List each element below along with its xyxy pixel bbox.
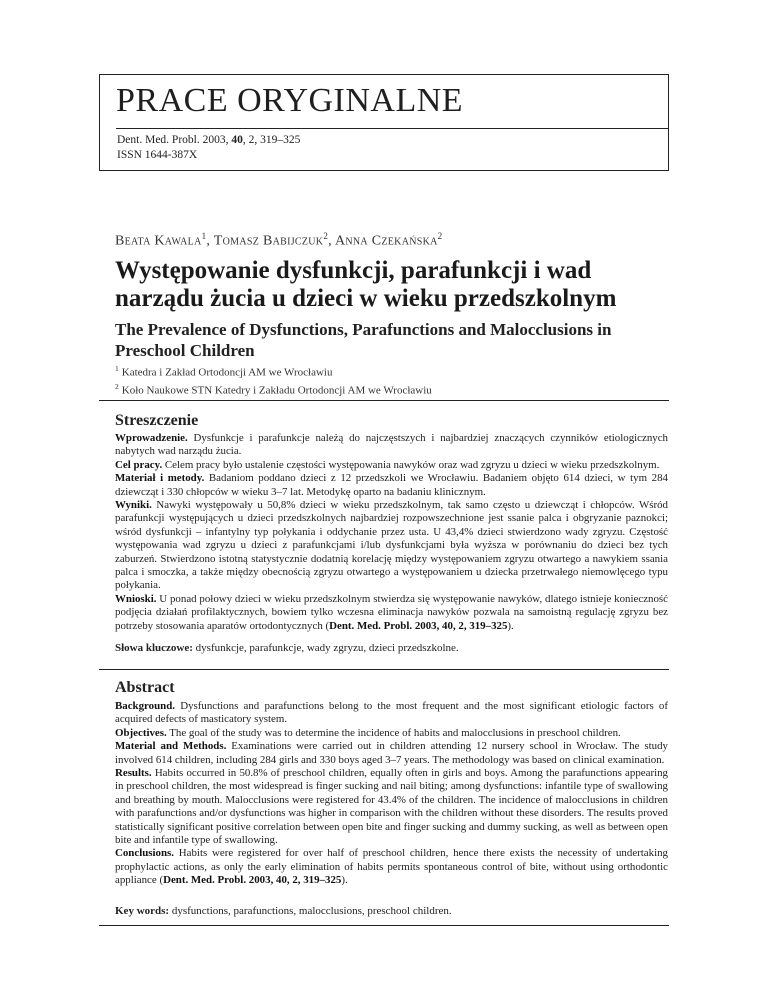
paragraph-tail: ). <box>341 874 348 887</box>
issn: ISSN 1644-387X <box>117 149 198 161</box>
journal-section-title: PRACE ORYGINALNE <box>116 82 464 119</box>
abstract-paragraph <box>115 593 668 633</box>
citation-prefix: Dent. Med. Probl. 2003, <box>117 134 232 146</box>
paragraph-text: Dysfunkcje i parafunkcje należą do najczęstszych i najbardziej znaczących czynników etiologicznych nabytych wad narządu żucia. <box>115 432 668 458</box>
abstract-heading: Abstract <box>115 679 175 696</box>
abstract-paragraph <box>115 459 668 472</box>
keywords-text: dysfunkcje, parafunkcje, wady zgryzu, dzieci przedszkolne. <box>192 642 459 654</box>
affiliation-text: Koło Naukowe STN Katedry i Zakładu Ortodoncji AM we Wrocławiu <box>121 384 432 397</box>
author-list <box>115 231 442 250</box>
keywords-label: Słowa kluczowe: <box>115 642 193 654</box>
streszczenie-body <box>115 432 668 633</box>
paragraph-label: Objectives. <box>115 726 167 739</box>
paragraph-text: Habits were registered for over half of preschool children, hence there exists the necessity of undertaking prophylactic actions, as only the early elimination of habits permits spontaneous control of bite, without using orthodontic appliance ( <box>115 847 668 887</box>
article-title-polish: Występowanie dysfunkcji, parafunkcji i wad narządu żucia u dzieci w wieku przedszkolnym <box>115 257 617 312</box>
affiliation-item <box>115 362 432 380</box>
streszczenie-heading: Streszczenie <box>115 412 199 429</box>
paragraph-label: Background. <box>115 700 176 712</box>
streszczenie-top-rule <box>99 400 669 401</box>
author-affiliation-mark: 2 <box>323 231 329 241</box>
abstract-paragraph <box>115 740 668 767</box>
affiliation-number: 2 <box>115 381 119 391</box>
paragraph-text: Examinations were carried out in children attending 12 nursery school in Wrocław. The study involved 614 children, including 284 girls and 330 boys aged 3–7 years. The methodology was based on clinical examination. <box>115 740 668 766</box>
paragraph-text: Celem pracy było ustalenie częstości występowania nawyków oraz wad zgryzu u dzieci w wieku przedszkolnym. <box>162 458 660 471</box>
citation-suffix: , 2, 319–325 <box>242 134 301 146</box>
author-affiliation-mark: 1 <box>201 231 207 241</box>
author-separator: , <box>206 233 214 249</box>
paragraph-text: Nawyki występowały u 50,8% dzieci w wieku przedszkolnym, tak samo często u dziewcząt i chłopców. Wśród parafunkcji występujących u dzieci przedszkolnych najbardziej rozpowszechnione jest ssanie palca i obgryzanie paznokci; wśród dysfunkcji – infantylny typ połykania i oddychanie przez usta. U 43,4% dzieci stwierdzono wady zgryzu. Częstość występowania wad zgryzu u dzieci z parafunkcjami i/lub dysfunkcjami była wyższa w porównaniu do dzieci bez tych zaburzeń. Stwierdzono istotną statystycznie dodatnią korelację między występowaniem zgryzu otwartego a nawykiem ssania palca i smoczka, a także między obecnością zgryzu otwartego a występowaniem u dziecka przetrwałego niemowlęcego typu połykania. <box>115 499 668 592</box>
abstract-paragraph <box>115 727 668 740</box>
paragraph-tail: ). <box>507 619 514 632</box>
paragraph-label: Materiał i metody. <box>115 472 205 485</box>
abstract-paragraph <box>115 767 668 847</box>
paragraph-label: Wyniki. <box>115 499 152 512</box>
citation-reference: Dent. Med. Probl. 2003, 40, 2, 319–325 <box>163 874 342 887</box>
abstract-top-rule <box>99 669 669 670</box>
abstract-paragraph <box>115 700 668 727</box>
paragraph-label: Cel pracy. <box>115 458 163 471</box>
abstract-paragraph <box>115 847 668 887</box>
paragraph-text: The goal of the study was to determine the incidence of habits and malocclusions in preschool children. <box>166 726 621 739</box>
affiliation-item <box>115 380 432 398</box>
keywords-english <box>115 905 668 917</box>
keywords-text: dysfunctions, parafunctions, malocclusions, preschool children. <box>169 905 452 917</box>
author-name: Anna Czekańska <box>334 233 438 249</box>
paragraph-label: Material and Methods. <box>115 740 227 753</box>
keywords-polish <box>115 642 668 654</box>
header-divider <box>116 128 668 129</box>
author-affiliation-mark: 2 <box>437 231 443 241</box>
affiliation-text: Katedra i Zakład Ortodoncji AM we Wrocławiu <box>121 366 333 379</box>
abstract-paragraph <box>115 499 668 593</box>
paragraph-text: Habits occurred in 50.8% of preschool children, equally often in girls and boys. Among the parafunctions appearing in preschool children, the most widespread is finger sucking and nail biting; among dysfunctions: infantile type of swallowing and breathing by mouth. Malocclusions were registered for 43.4% of the children. The incidence of malocclusions in children with parafunctions and/or dysfunctions was higher in comparison with the children without these disorders. The results proved statistically significant positive correlation between open bite and finger sucking and dummy sucking, as well as between open bite and infantile type of swallowing. <box>115 767 668 847</box>
keywords-label: Key words: <box>115 905 170 917</box>
article-title-english: The Prevalence of Dysfunctions, Parafunctions and Malocclusions in Preschool Children <box>115 320 612 360</box>
abstract-paragraph <box>115 432 668 459</box>
abstract-body <box>115 700 668 888</box>
author-name: Tomasz Babijczuk <box>213 233 324 249</box>
affiliations <box>115 362 432 397</box>
abstract-bottom-rule <box>99 925 669 926</box>
paragraph-text: U ponad połowy dzieci w wieku przedszkolnym stwierdza się występowanie nawyków, dlatego istnieje konieczność podjęcia działań profilaktycznych, bowiem tylko wczesna eliminacja nawyków pozwala na samoistną regulację zgryzu bez potrzeby stosowania aparatów ortodontycznych ( <box>115 592 668 632</box>
paragraph-label: Wnioski. <box>115 592 157 605</box>
citation-volume: 40 <box>231 134 243 146</box>
paragraph-text: Dysfunctions and parafunctions belong to the most frequent and the most significant etiologic factors of acquired defects of masticatory system. <box>115 700 668 726</box>
paragraph-label: Wprowadzenie. <box>115 432 188 444</box>
citation-reference: Dent. Med. Probl. 2003, 40, 2, 319–325 <box>329 619 508 632</box>
citation-block <box>117 133 300 163</box>
affiliation-number: 1 <box>115 364 119 373</box>
author-name: Beata Kawala <box>115 233 202 249</box>
paragraph-label: Conclusions. <box>115 847 175 860</box>
paragraph-text: Badaniom poddano dzieci z 12 przedszkoli we Wrocławiu. Badaniem objęto 614 dzieci, w tym 284 dziewcząt i 330 chłopców w wieku 3–7 lat. Metodykę oparto na badaniu klinicznym. <box>115 472 668 498</box>
citation-line <box>117 133 300 148</box>
journal-header-box <box>99 74 669 171</box>
paragraph-label: Results. <box>115 767 152 780</box>
author-separator: , <box>328 233 335 249</box>
abstract-paragraph <box>115 472 668 499</box>
